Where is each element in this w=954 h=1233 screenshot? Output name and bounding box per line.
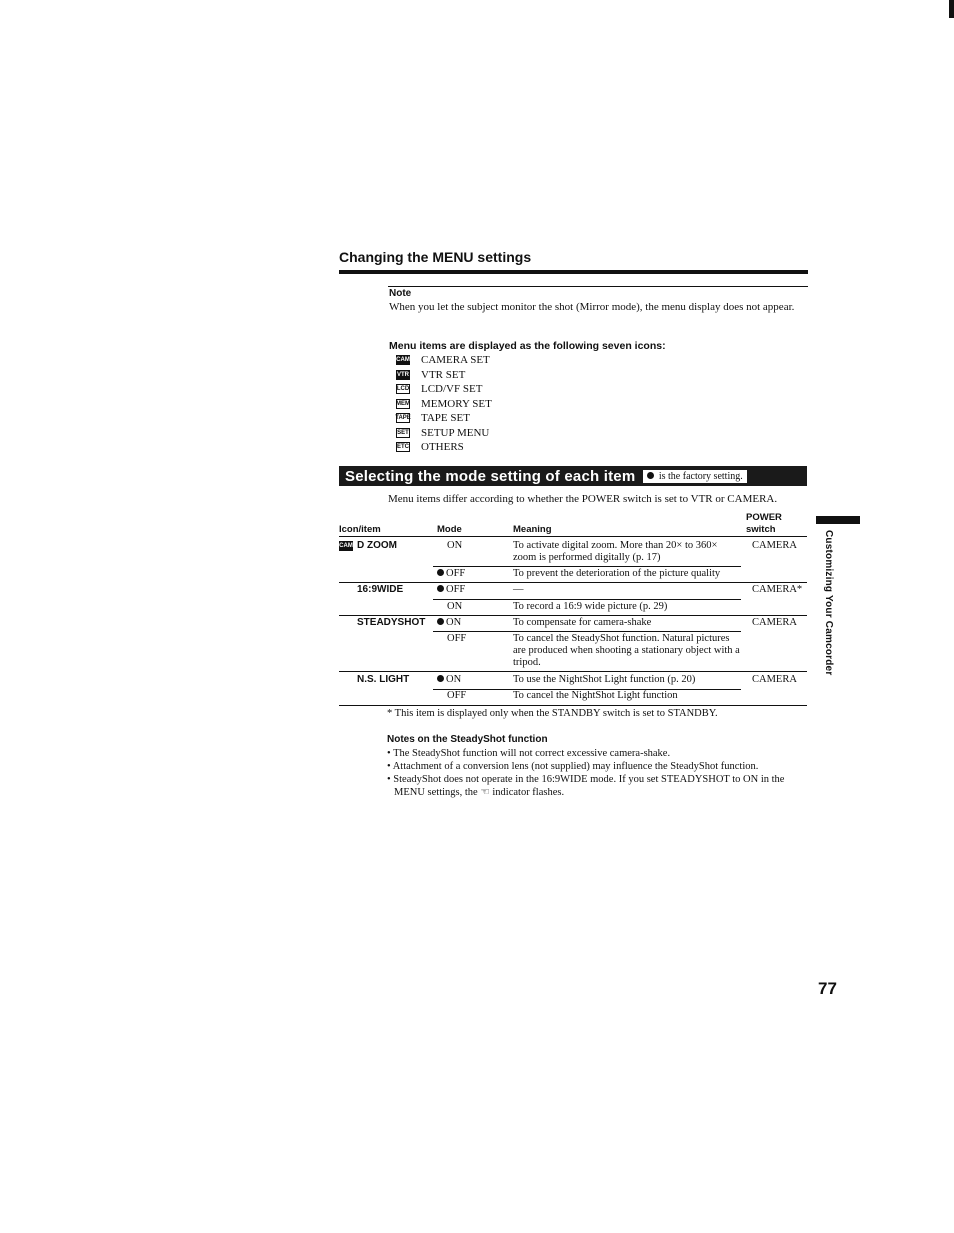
meaning-cell: To use the NightShot Light function (p. 20): [513, 674, 696, 685]
side-tab-bar: [816, 516, 860, 524]
mode-value: OFF: [446, 568, 466, 579]
item-name: N.S. LIGHT: [357, 674, 410, 685]
mode-cell: [437, 540, 499, 552]
menu-icon-row: [396, 397, 492, 412]
menu-icon-row: [396, 353, 492, 368]
note-text: When you let the subject monitor the shot (Mirror mode), the menu display does not appear.: [389, 301, 795, 313]
menu-icon-label: OTHERS: [421, 441, 464, 454]
mode-cell: [437, 617, 489, 629]
menu-icon-label: MEMORY SET: [421, 397, 492, 410]
mode-cell: [437, 584, 489, 596]
title-rule: [339, 270, 808, 274]
steadyshot-notes-heading: Notes on the SteadyShot function: [387, 734, 548, 745]
meaning-cell: To cancel the NightShot Light function: [513, 690, 678, 701]
mode-value: ON: [447, 601, 463, 612]
camera-set-icon: CAM: [339, 543, 353, 549]
others-icon: ETC: [397, 444, 409, 451]
mode-cell: [437, 568, 489, 580]
row-rule: [433, 566, 741, 567]
mode-cell: [437, 674, 489, 686]
camera-set-icon: CAM: [396, 357, 410, 364]
setup-menu-icon: SET: [397, 429, 409, 436]
default-bullet-icon: [647, 472, 654, 479]
mode-cell: [437, 601, 499, 613]
mode-setting-banner: [339, 466, 807, 486]
mode-cell: [437, 690, 499, 702]
meaning-cell: To activate digital zoom. More than 20× to 360× zoom is performed digitally (p. 17): [513, 540, 718, 563]
table-intro: Menu items differ according to whether the POWER switch is set to VTR or CAMERA.: [388, 493, 778, 505]
menu-icon-row: [396, 440, 492, 455]
header-power-line2: switch: [746, 524, 776, 535]
power-switch-value: CAMERA: [752, 540, 797, 551]
group-rule: [339, 705, 807, 706]
power-switch-value: CAMERA: [752, 674, 797, 685]
banner-title: Selecting the mode setting of each item: [345, 467, 636, 485]
menu-icon-label: VTR SET: [421, 368, 466, 381]
row-rule: [433, 599, 741, 600]
item-name: 16:9WIDE: [357, 584, 404, 595]
default-bullet-icon: [437, 569, 444, 576]
item-name: D ZOOM: [357, 540, 397, 551]
banner-note: [643, 470, 746, 483]
group-rule: [339, 615, 807, 616]
tape-set-icon: TAPE: [395, 415, 411, 422]
meaning-cell: To compensate for camera-shake: [513, 617, 652, 628]
power-switch-value: CAMERA*: [752, 584, 803, 595]
menu-icon-row: [396, 411, 492, 426]
icons-heading: Menu items are displayed as the following seven icons:: [389, 340, 666, 352]
menu-icon-label: SETUP MENU: [421, 426, 490, 439]
mode-cell: [437, 633, 499, 645]
menu-icon-row: [396, 426, 492, 441]
meaning-cell: To prevent the deterioration of the picture quality: [513, 568, 721, 579]
default-bullet-icon: [437, 618, 444, 625]
group-rule: [339, 582, 807, 583]
menu-icon-list: [396, 353, 492, 455]
note-label: Note: [389, 288, 412, 299]
menu-icon-label: TAPE SET: [421, 412, 470, 425]
item-name: STEADYSHOT: [357, 617, 426, 628]
steadyshot-note: • SteadyShot does not operate in the 16:9WIDE mode. If you set STEADYSHOT to ON in the MENU settings, the ☜ indicator flashes.: [387, 774, 785, 798]
mode-value: OFF: [447, 690, 467, 701]
vtr-set-icon: VTR: [397, 371, 409, 378]
default-bullet-icon: [437, 585, 444, 592]
memory-set-icon: MEM: [396, 400, 410, 407]
mode-value: OFF: [447, 633, 467, 644]
meaning-cell: To cancel the SteadyShot function. Natural pictures are produced when shooting a stationary object with a tripod.: [513, 633, 740, 668]
steadyshot-note: • Attachment of a conversion lens (not supplied) may influence the SteadyShot function.: [387, 761, 759, 772]
header-item: Icon/item: [339, 524, 381, 535]
banner-note-text: is the factory setting.: [658, 470, 743, 482]
header-rule: [339, 536, 807, 537]
header-power-line1: POWER: [746, 512, 782, 523]
meaning-cell: —: [513, 584, 524, 595]
default-bullet-icon: [437, 675, 444, 682]
header-mode: Mode: [437, 524, 462, 535]
section-title: Changing the MENU settings: [339, 249, 532, 265]
menu-icon-label: LCD/VF SET: [421, 383, 483, 396]
menu-icon-row: [396, 368, 492, 383]
steadyshot-notes-list: [387, 748, 799, 800]
note-rule: [388, 286, 808, 287]
group-rule: [339, 671, 807, 672]
mode-value: ON: [446, 674, 462, 685]
page-edge-mark: [949, 0, 954, 18]
footnote: * This item is displayed only when the STANDBY switch is set to STANDBY.: [387, 708, 718, 719]
menu-icon-row: [396, 382, 492, 397]
side-tab-label: Customizing Your Camcorder: [823, 530, 834, 676]
menu-icon-label: CAMERA SET: [421, 354, 490, 367]
mode-value: ON: [447, 540, 463, 551]
page-number: 77: [818, 979, 837, 998]
header-meaning: Meaning: [513, 524, 552, 535]
steadyshot-note: • The SteadyShot function will not correct excessive camera-shake.: [387, 748, 671, 759]
mode-value: ON: [446, 617, 462, 628]
meaning-cell: To record a 16:9 wide picture (p. 29): [513, 601, 668, 612]
lcd-vf-set-icon: LCD: [396, 386, 410, 393]
mode-value: OFF: [446, 584, 466, 595]
power-switch-value: CAMERA: [752, 617, 797, 628]
row-rule: [433, 631, 741, 632]
